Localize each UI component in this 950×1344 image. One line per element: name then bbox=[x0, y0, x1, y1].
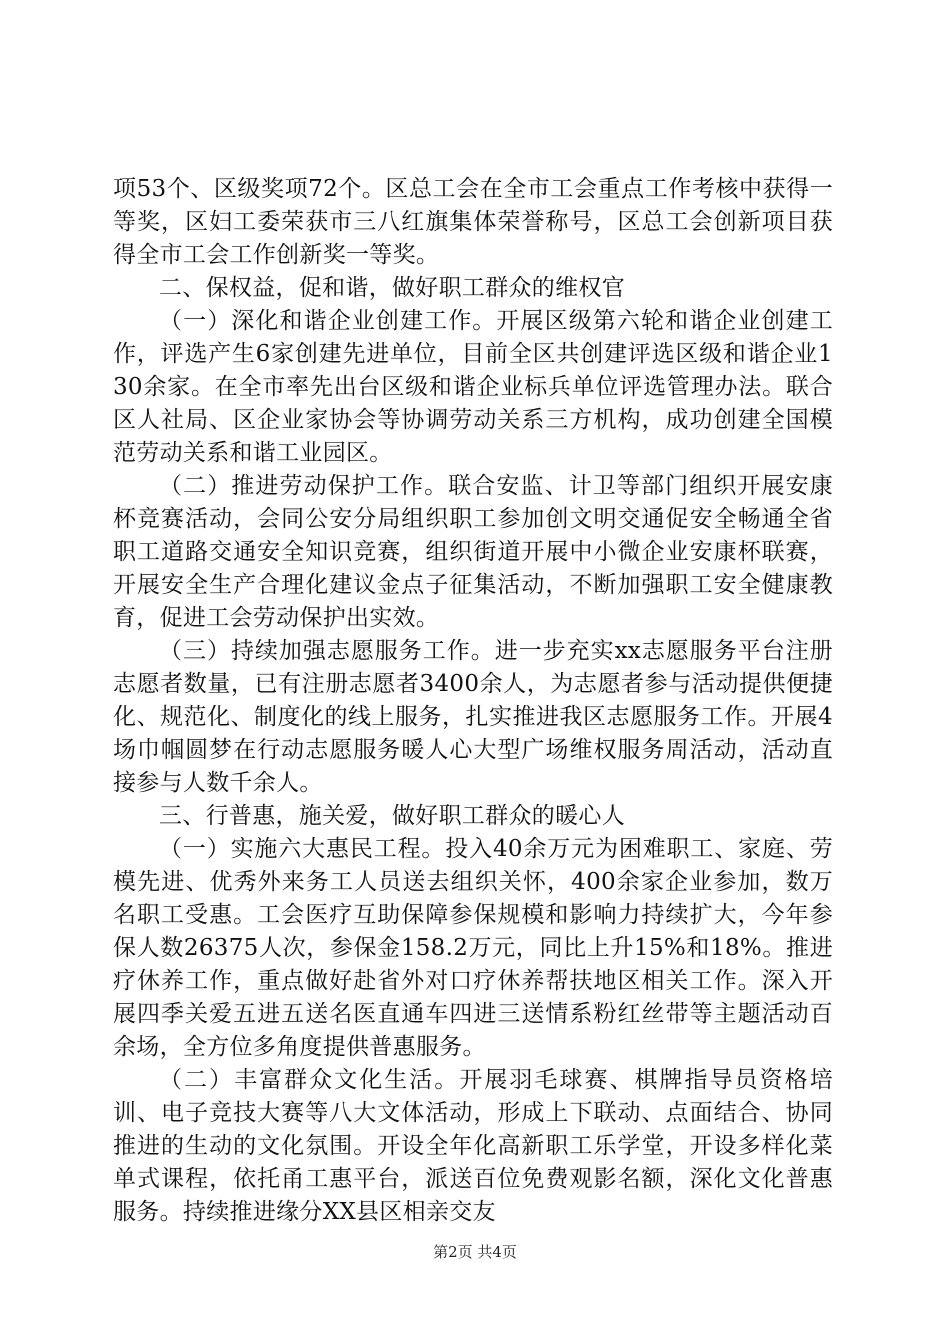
section-heading-rights: 二、保权益，促和谐，做好职工群众的维权官 bbox=[159, 275, 625, 301]
paragraph-benefit-projects: （一）实施六大惠民工程。投入40余万元为困难职工、家庭、劳模先进、优秀外来务工人员送去组织关怀，400余家企业参加，数万名职工受惠。工会医疗互助保障参保规模和影响力持续扩大，今年参保人数26375人次，参保金158.2万元，同比上升15%和18%。推进疗休养工作，重点做好赴省外对口疗休养帮扶地区相关工作。深入开展四季关爱五进五送名医直通车四进三送情系粉红丝带等主题活动百余场，全方位多角度提供普惠服务。 bbox=[113, 836, 833, 1060]
paragraph-volunteer-service: （三）持续加强志愿服务工作。进一步充实xx志愿服务平台注册志愿者数量，已有注册志愿者3400余人，为志愿者参与活动提供便捷化、规范化、制度化的线上服务，扎实推进我区志愿服务工作。开展4场巾帼圆梦在行动志愿服务暖人心大型广场维权服务周活动，活动直接参与人数千余人。 bbox=[113, 638, 833, 796]
paragraph-cultural-life: （二）丰富群众文化生活。开展羽毛球赛、棋牌指导员资格培训、电子竞技大赛等八大文体活动，形成上下联动、点面结合、协同推进的生动的文化氛围。开设全年化高新职工乐学堂，开设多样化菜单式课程，依托甬工惠平台，派送百位免费观影名额，深化文化普惠服务。持续推进缘分XX县区相亲交友 bbox=[113, 1067, 833, 1225]
paragraph-harmonious-enterprise: （一）深化和谐企业创建工作。开展区级第六轮和谐企业创建工作，评选产生6家创建先进单位，目前全区共创建评选区级和谐企业130余家。在全市率先出台区级和谐企业标兵单位评选管理办法。联合区人社局、区企业家协会等协调劳动关系三方机构，成功创建全国模范劳动关系和谐工业园区。 bbox=[113, 308, 833, 466]
paragraph-labor-protection: （二）推进劳动保护工作。联合安监、计卫等部门组织开展安康杯竞赛活动，会同公安分局组织职工参加创文明交通促安全畅通全省职工道路交通安全知识竞赛，组织街道开展中小微企业安康杯联赛，开展安全生产合理化建议金点子征集活动，不断加强职工安全健康教育，促进工会劳动保护出实效。 bbox=[113, 473, 833, 631]
document-body bbox=[113, 173, 833, 1229]
paragraph-awards-continued: 项53个、区级奖项72个。区总工会在全市工会重点工作考核中获得一等奖，区妇工委荣获市三八红旗集体荣誉称号，区总工会创新项目获得全市工会工作创新奖一等奖。 bbox=[113, 176, 833, 268]
page-number-footer: 第2页 共4页 bbox=[433, 1243, 517, 1261]
section-heading-care: 三、行普惠，施关爱，做好职工群众的暖心人 bbox=[159, 803, 625, 829]
